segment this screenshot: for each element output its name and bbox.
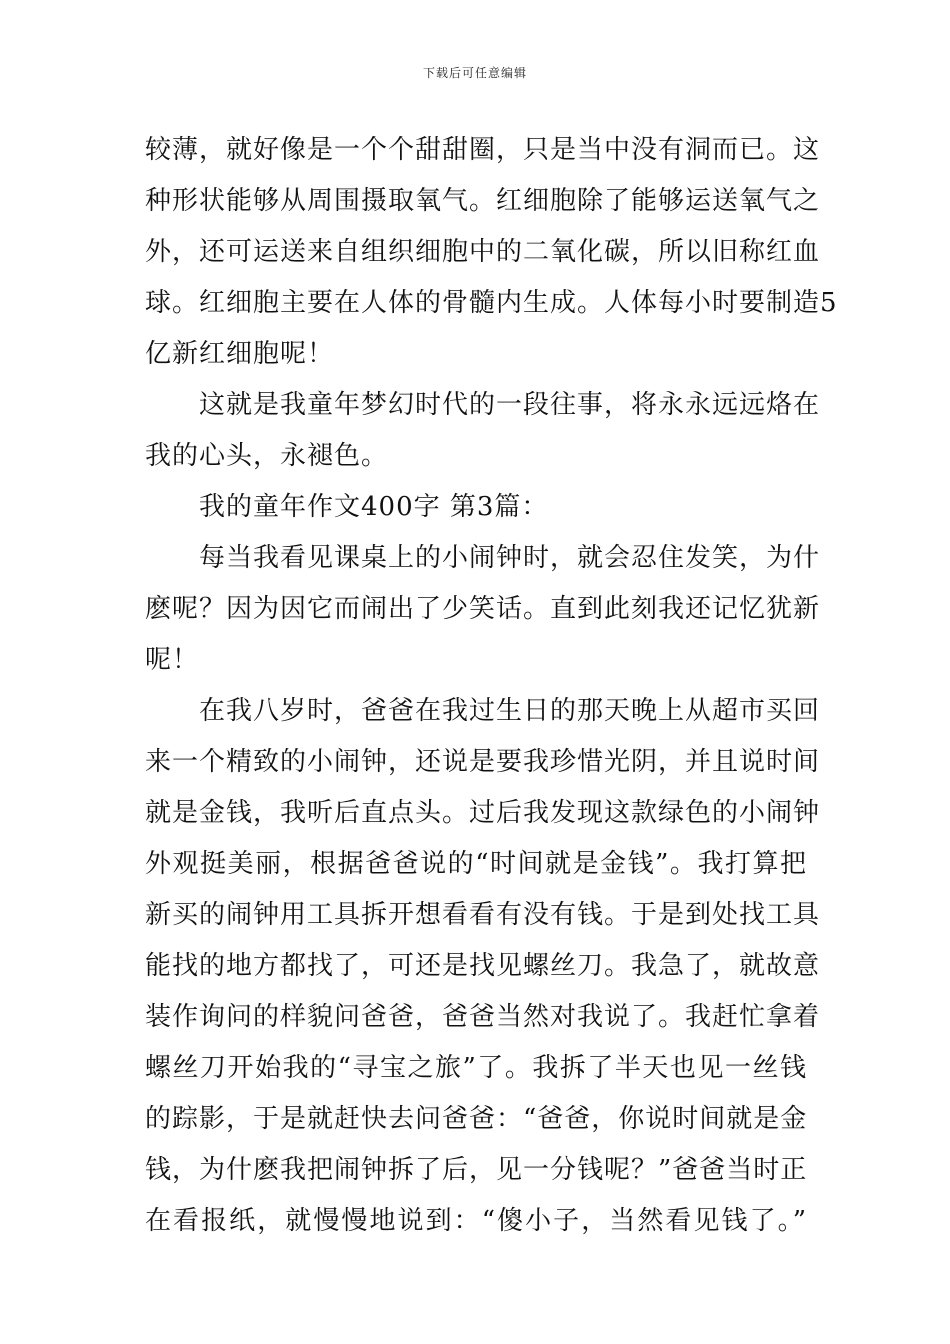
- text-line: 种形状能够从周围摄取氧气。红细胞除了能够运送氧气之: [145, 186, 821, 216]
- text-line: 新买的闹钟用工具拆开想看看有没有钱。于是到处找工具: [145, 900, 821, 930]
- text-line: 较薄，就好像是一个个甜甜圈，只是当中没有洞而已。这: [145, 135, 821, 165]
- text-line: 外观挺美丽，根据爸爸说的“时间就是金钱”。我打算把: [145, 849, 807, 879]
- section-heading: 我的童年作文400字 第3篇：: [199, 492, 549, 522]
- text-line: 装作询问的样貌问爸爸，爸爸当然对我说了。我赶忙拿着: [145, 1002, 821, 1032]
- text-line: 在看报纸，就慢慢地说到：“傻小子，当然看见钱了。”: [145, 1206, 807, 1236]
- text-line: 每当我看见课桌上的小闹钟时，就会忍住发笑，为什: [199, 543, 821, 573]
- text-line: 来一个精致的小闹钟，还说是要我珍惜光阴，并且说时间: [145, 747, 821, 777]
- page-header: 下载后可任意编辑: [422, 66, 527, 80]
- text-line: 这就是我童年梦幻时代的一段往事，将永永远远烙在: [199, 390, 821, 420]
- text-line: 呢！: [145, 645, 200, 675]
- text-line: 外，还可运送来自组织细胞中的二氧化碳，所以旧称红血: [145, 237, 821, 267]
- text-line: 亿新红细胞呢！: [145, 339, 335, 369]
- text-line: 麽呢？因为因它而闹出了少笑话。直到此刻我还记忆犹新: [145, 594, 821, 624]
- text-line: 球。红细胞主要在人体的骨髓内生成。人体每小时要制造5: [145, 288, 838, 318]
- text-line: 在我八岁时，爸爸在我过生日的那天晚上从超市买回: [199, 696, 821, 726]
- text-line: 我的心头，永褪色。: [145, 441, 389, 471]
- text-line: 钱，为什麽我把闹钟拆了后，见一分钱呢？”爸爸当时正: [145, 1155, 808, 1185]
- text-line: 能找的地方都找了，可还是找见螺丝刀。我急了，就故意: [145, 951, 821, 981]
- document-body: [145, 125, 838, 1247]
- text-line: 的踪影，于是就赶快去问爸爸：“爸爸，你说时间就是金: [145, 1104, 808, 1134]
- text-line: 螺丝刀开始我的“寻宝之旅”了。我拆了半天也见一丝钱: [145, 1053, 807, 1083]
- text-line: 就是金钱，我听后直点头。过后我发现这款绿色的小闹钟: [145, 798, 821, 828]
